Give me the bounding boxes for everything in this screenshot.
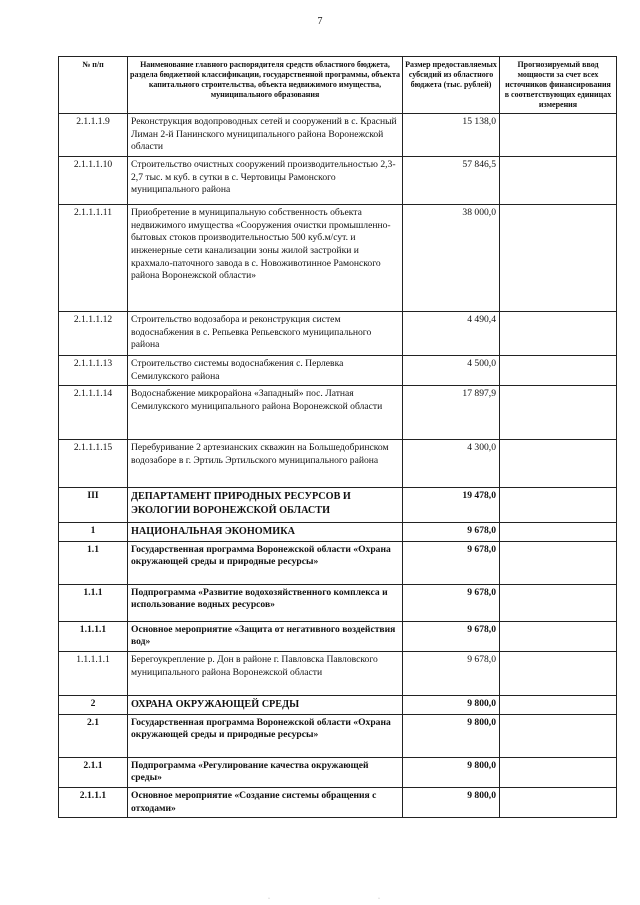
table-row xyxy=(59,787,617,817)
row-amount: 38 000,0 xyxy=(403,205,500,312)
row-capacity xyxy=(500,696,617,714)
row-name: Строительство водозабора и реконструкция систем водоснабжения в с. Репьевка Репьевского муниципального района xyxy=(128,312,403,356)
row-name: Основное мероприятие «Защита от негативного воздействия вод» xyxy=(128,621,403,651)
row-amount: 9 800,0 xyxy=(403,714,500,757)
header-amount: Размер предоставляемых субсидий из областного бюджета (тыс. рублей) xyxy=(403,57,500,114)
row-number: 2.1.1 xyxy=(59,757,128,787)
row-amount: 9 678,0 xyxy=(403,621,500,651)
row-number: III xyxy=(59,488,128,523)
row-amount: 4 500,0 xyxy=(403,356,500,386)
row-number: 2 xyxy=(59,696,128,714)
row-capacity xyxy=(500,386,617,440)
row-number: 2.1 xyxy=(59,714,128,757)
row-name: Подпрограмма «Регулирование качества окружающей среды» xyxy=(128,757,403,787)
row-number: 1.1 xyxy=(59,541,128,584)
row-capacity xyxy=(500,541,617,584)
table-row xyxy=(59,757,617,787)
row-amount: 9 800,0 xyxy=(403,696,500,714)
table-row xyxy=(59,652,617,696)
row-name: Водоснабжение микрорайона «Западный» пос. Латная Семилукского муниципального района Воронежской области xyxy=(128,386,403,440)
row-capacity xyxy=(500,652,617,696)
row-number: 2.1.1.1.13 xyxy=(59,356,128,386)
row-name: ОХРАНА ОКРУЖАЮЩЕЙ СРЕДЫ xyxy=(128,696,403,714)
table-row xyxy=(59,114,617,157)
row-number: 2.1.1.1 xyxy=(59,787,128,817)
row-amount: 4 300,0 xyxy=(403,440,500,488)
row-number: 1 xyxy=(59,523,128,541)
header-name: Наименование главного распорядителя средств областного бюджета, раздела бюджетной классификации, государственной программы, объекта капитального строительства, объекта недвижимого имущества, муниципального образования xyxy=(128,57,403,114)
row-amount: 57 846,5 xyxy=(403,157,500,205)
table-row xyxy=(59,157,617,205)
row-name: Основное мероприятие «Создание системы обращения с отходами» xyxy=(128,787,403,817)
table-row xyxy=(59,714,617,757)
table-row xyxy=(59,541,617,584)
row-number: 1.1.1.1 xyxy=(59,621,128,651)
scan-mark: · xyxy=(268,896,270,902)
table-row xyxy=(59,356,617,386)
row-number: 1.1.1.1.1 xyxy=(59,652,128,696)
row-capacity xyxy=(500,440,617,488)
row-amount: 9 800,0 xyxy=(403,787,500,817)
row-amount: 9 800,0 xyxy=(403,757,500,787)
row-capacity xyxy=(500,714,617,757)
row-capacity xyxy=(500,356,617,386)
row-number: 1.1.1 xyxy=(59,584,128,621)
row-number: 2.1.1.1.14 xyxy=(59,386,128,440)
row-amount: 9 678,0 xyxy=(403,523,500,541)
row-amount: 9 678,0 xyxy=(403,584,500,621)
row-capacity xyxy=(500,787,617,817)
row-capacity xyxy=(500,114,617,157)
scan-mark: · xyxy=(378,896,380,902)
row-capacity xyxy=(500,757,617,787)
row-capacity xyxy=(500,488,617,523)
table-row xyxy=(59,488,617,523)
row-capacity xyxy=(500,312,617,356)
header-capacity: Прогнозируемый ввод мощности за счет всех источников финансирования в соответствующих единицах измерения xyxy=(500,57,617,114)
row-name: Государственная программа Воронежской области «Охрана окружающей среды и природные ресурсы» xyxy=(128,541,403,584)
row-name: НАЦИОНАЛЬНАЯ ЭКОНОМИКА xyxy=(128,523,403,541)
row-capacity xyxy=(500,157,617,205)
row-amount: 9 678,0 xyxy=(403,652,500,696)
row-capacity xyxy=(500,523,617,541)
row-name: Перебуривание 2 артезианских скважин на Большедобринском водозаборе в г. Эртиль Эртильского муниципального района xyxy=(128,440,403,488)
page-number: 7 xyxy=(317,16,323,27)
row-amount: 4 490,4 xyxy=(403,312,500,356)
budget-table xyxy=(58,56,617,818)
row-number: 2.1.1.1.15 xyxy=(59,440,128,488)
table-row xyxy=(59,696,617,714)
table-row xyxy=(59,386,617,440)
row-capacity xyxy=(500,621,617,651)
table-row xyxy=(59,584,617,621)
table-header-row xyxy=(59,57,617,114)
row-name: ДЕПАРТАМЕНТ ПРИРОДНЫХ РЕСУРСОВ И ЭКОЛОГИИ ВОРОНЕЖСКОЙ ОБЛАСТИ xyxy=(128,488,403,523)
row-amount: 17 897,9 xyxy=(403,386,500,440)
row-name: Строительство системы водоснабжения с. Перлевка Семилукского района xyxy=(128,356,403,386)
row-number: 2.1.1.1.12 xyxy=(59,312,128,356)
table-row xyxy=(59,523,617,541)
row-name: Строительство очистных сооружений производительностью 2,3-2,7 тыс. м куб. в сутки в с. Чертовицы Рамонского муниципального района xyxy=(128,157,403,205)
header-num: № п/п xyxy=(59,57,128,114)
row-amount: 15 138,0 xyxy=(403,114,500,157)
row-name: Приобретение в муниципальную собственность объекта недвижимого имущества «Сооружения очистки промышленно-бытовых стоков производительностью 500 куб.м/сут. и инженерные сети канализации зоны жилой застройки и крахмало-паточного завода в с. Новоживотинное Рамонского района Воронежской области» xyxy=(128,205,403,312)
row-number: 2.1.1.1.10 xyxy=(59,157,128,205)
row-amount: 19 478,0 xyxy=(403,488,500,523)
table-row xyxy=(59,312,617,356)
row-name: Подпрограмма «Развитие водохозяйственного комплекса и использование водных ресурсов» xyxy=(128,584,403,621)
row-name: Реконструкция водопроводных сетей и сооружений в с. Красный Лиман 2-й Панинского муниципального района Воронежской области xyxy=(128,114,403,157)
table-row xyxy=(59,621,617,651)
row-name: Государственная программа Воронежской области «Охрана окружающей среды и природные ресурсы» xyxy=(128,714,403,757)
row-name: Берегоукрепление р. Дон в районе г. Павловска Павловского муниципального района Воронежской области xyxy=(128,652,403,696)
row-number: 2.1.1.1.11 xyxy=(59,205,128,312)
table-row xyxy=(59,205,617,312)
row-amount: 9 678,0 xyxy=(403,541,500,584)
row-number: 2.1.1.1.9 xyxy=(59,114,128,157)
row-capacity xyxy=(500,205,617,312)
table-body xyxy=(59,114,617,818)
table-row xyxy=(59,440,617,488)
row-capacity xyxy=(500,584,617,621)
